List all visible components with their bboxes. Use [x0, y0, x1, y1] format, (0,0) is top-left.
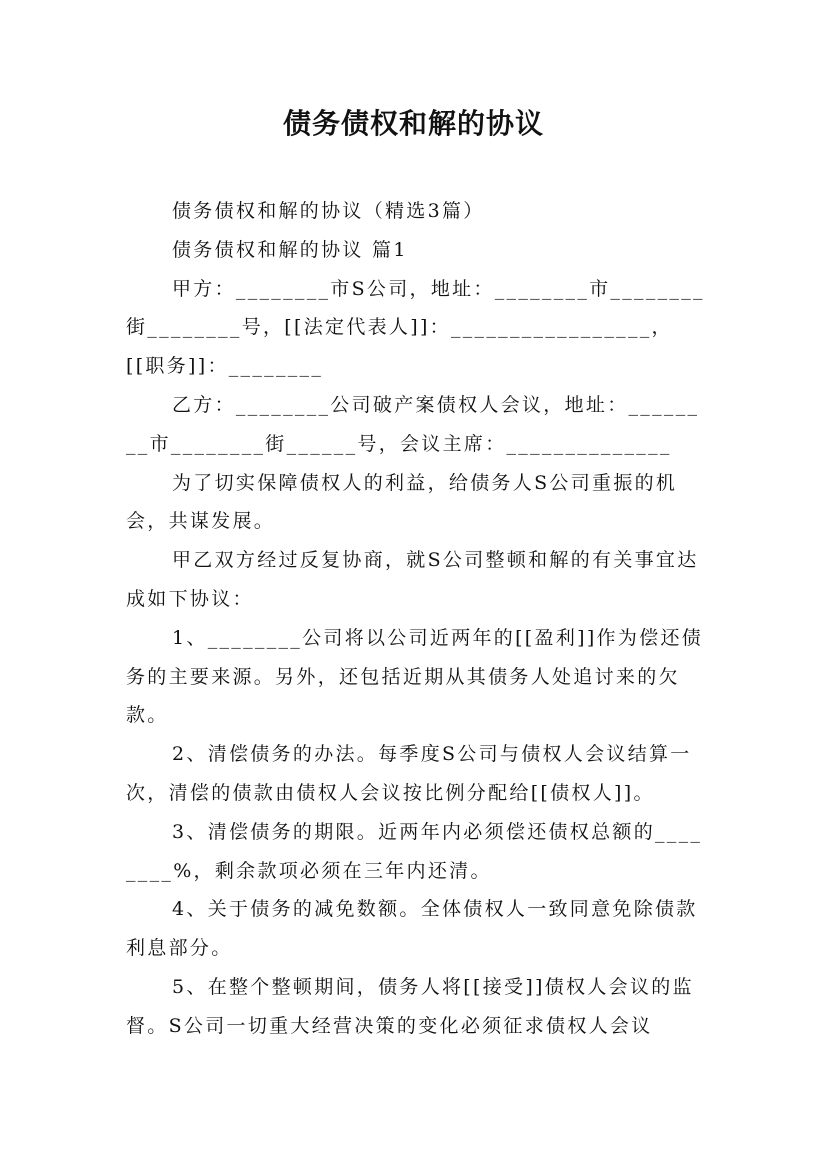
paragraph-party-a: 甲方：________市S公司，地址：________市________街________号，[[法定代表人]]：_________________，[[职务]]：________	[126, 277, 705, 378]
paragraph-agreement-intro: 甲乙双方经过反复协商，就S公司整顿和解的有关事宜达成如下协议：	[126, 549, 699, 610]
paragraph-subtitle: 债务债权和解的协议（精选3篇）	[172, 200, 485, 222]
paragraph-section-heading: 债务债权和解的协议 篇1	[172, 238, 408, 261]
paragraph-clause-1: 1、________公司将以公司近两年的[[盈利]]作为偿还债务的主要来源。另外，还包括近期从其债务人处追讨来的欠款。	[126, 626, 704, 727]
paragraph-clause-3: 3、清偿债务的期限。近两年内必须偿还债权总额的________%，剩余款项必须在三年内还清。	[126, 820, 703, 882]
paragraph-clause-2: 2、清偿债务的办法。每季度S公司与债权人会议结算一次，清偿的债款由债权人会议按比例分配给[[债权人]]。	[126, 743, 692, 804]
paragraph-purpose: 为了切实保障债权人的利益，给债务人S公司重振的机会，共谋发展。	[126, 471, 678, 533]
paragraph-clause-5: 5、在整个整顿期间，债务人将[[接受]]债权人会议的监督。S公司一切重大经营决策的变化必须征求债权人会议	[126, 975, 694, 1037]
paragraph-party-b: 乙方：________公司破产案债权人会议，地址：________市________街______号，会议主席：______________	[126, 393, 700, 455]
document-title: 债务债权和解的协议	[282, 107, 544, 140]
paragraph-clause-4: 4、关于债务的减免数额。全体债权人一致同意免除债款利息部分。	[126, 898, 698, 960]
document-body	[126, 192, 706, 1046]
